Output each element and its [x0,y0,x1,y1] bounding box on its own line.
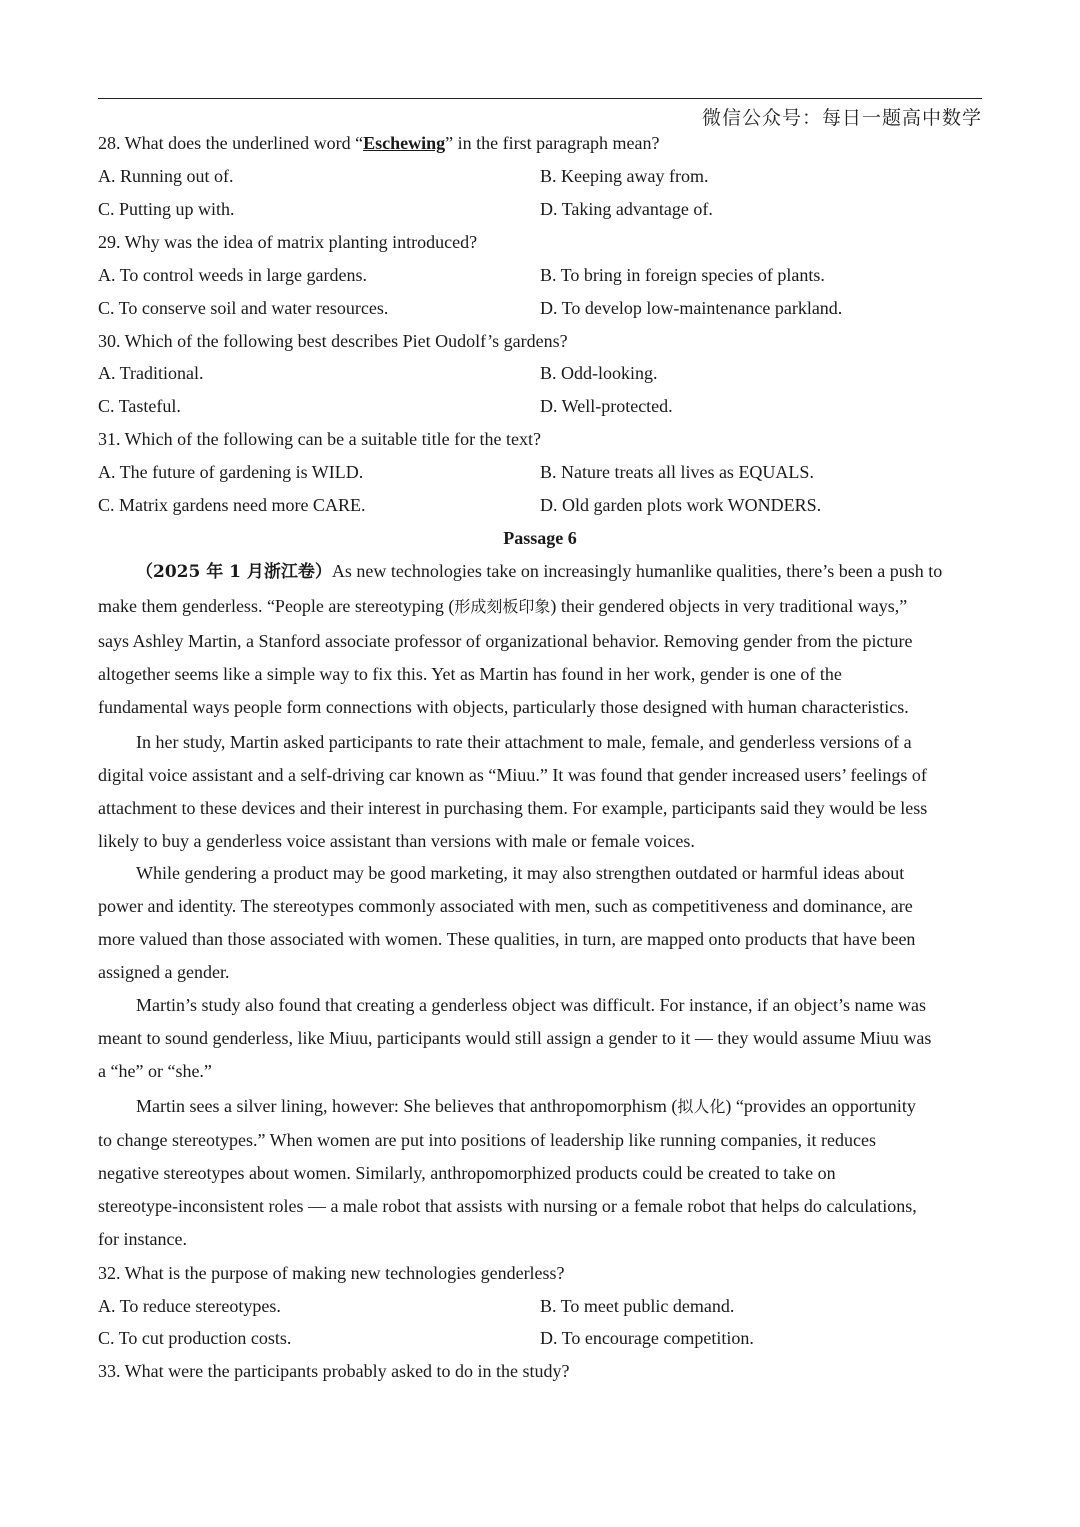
q31-option-b: B. Nature treats all lives as EQUALS. [540,462,814,482]
q28-option-b: B. Keeping away from. [540,166,709,186]
passage-source: （2025 年 1 月浙江卷） [136,562,332,582]
q28-option-a: A. Running out of. [98,166,234,186]
q28-option-d: D. Taking advantage of. [540,199,713,219]
passage-paragraph-2: In her study, Martin asked participants to rate their attachment to male, female, and genderless versions of a digital voice assistant and a self-driving car known as “Miuu.” It was found that gender increased users’ feelings of attachment to these devices and their interest in purchasing them. For example, participants said they would be less likely to buy a genderless voice assistant than versions with male or female voices. [98,732,928,851]
header-rule [98,98,982,99]
q30-option-a: A. Traditional. [98,363,204,383]
q32-option-b: B. To meet public demand. [540,1296,735,1316]
q29-option-d: D. To develop low-maintenance parkland. [540,298,843,318]
question-30-stem: 30. Which of the following best describes Piet Oudolf’s gardens? [98,331,568,351]
question-31-stem: 31. Which of the following can be a suitable title for the text? [98,429,542,449]
q28-option-c: C. Putting up with. [98,199,235,219]
passage-paragraph-1: （2025 年 1 月浙江卷）As new technologies take on increasingly humanlike qualities, there’s been a push to make them genderless. “People are stereotyping (形成刻板印象) their gendered objects in very traditional ways,” says Ashley Martin, a Stanford associate professor of organizational behavior. Removing gender from the picture altogether seems like a simple way to fix this. Yet as Martin has found in her work, gender is one of the fundamental ways people form connections with objects, particularly those designed with human characteristics. [98,561,943,717]
passage-paragraph-5: Martin sees a silver lining, however: She believes that anthropomorphism (拟人化) “provides an opportunity to change stereotypes.” When women are put into positions of leadership like running companies, it reduces negative stereotypes about women. Similarly, anthropomorphized products could be created to take on stereotype-inconsistent roles — a male robot that assists with nursing or a female robot that helps do calculations, for instance. [98,1096,917,1249]
passage-paragraph-3: While gendering a product may be good marketing, it may also strengthen outdated or harmful ideas about power and identity. The stereotypes commonly associated with men, such as competitiveness and dominance, are more valued than those associated with women. These qualities, in turn, are mapped onto products that have been assigned a gender. [98,863,916,982]
q32-option-d: D. To encourage competition. [540,1328,754,1348]
question-28-stem: 28. What does the underlined word “Eschewing” in the first paragraph mean? [98,133,660,153]
question-29-stem: 29. Why was the idea of matrix planting introduced? [98,232,478,252]
q29-option-b: B. To bring in foreign species of plants. [540,265,825,285]
q30-option-d: D. Well-protected. [540,396,673,416]
passage-paragraph-4: Martin’s study also found that creating a genderless object was difficult. For instance, if an object’s name was meant to sound genderless, like Miuu, participants would still assign a gender to it — they would assume Miuu was a “he” or “she.” [98,995,932,1081]
q31-option-d: D. Old garden plots work WONDERS. [540,495,822,515]
q31-option-a: A. The future of gardening is WILD. [98,462,364,482]
header-watermark: 微信公众号：每日一题高中数学 [701,107,982,129]
passage-title: Passage 6 [503,528,577,548]
q29-option-a: A. To control weeds in large gardens. [98,265,368,285]
underlined-word: Eschewing [363,133,446,153]
q31-option-c: C. Matrix gardens need more CARE. [98,495,366,515]
q32-option-c: C. To cut production costs. [98,1328,292,1348]
question-32-stem: 32. What is the purpose of making new technologies genderless? [98,1263,565,1283]
question-33-stem: 33. What were the participants probably asked to do in the study? [98,1361,570,1381]
q32-option-a: A. To reduce stereotypes. [98,1296,281,1316]
q29-option-c: C. To conserve soil and water resources. [98,298,389,318]
q30-option-c: C. Tasteful. [98,396,181,416]
q30-option-b: B. Odd-looking. [540,363,658,383]
